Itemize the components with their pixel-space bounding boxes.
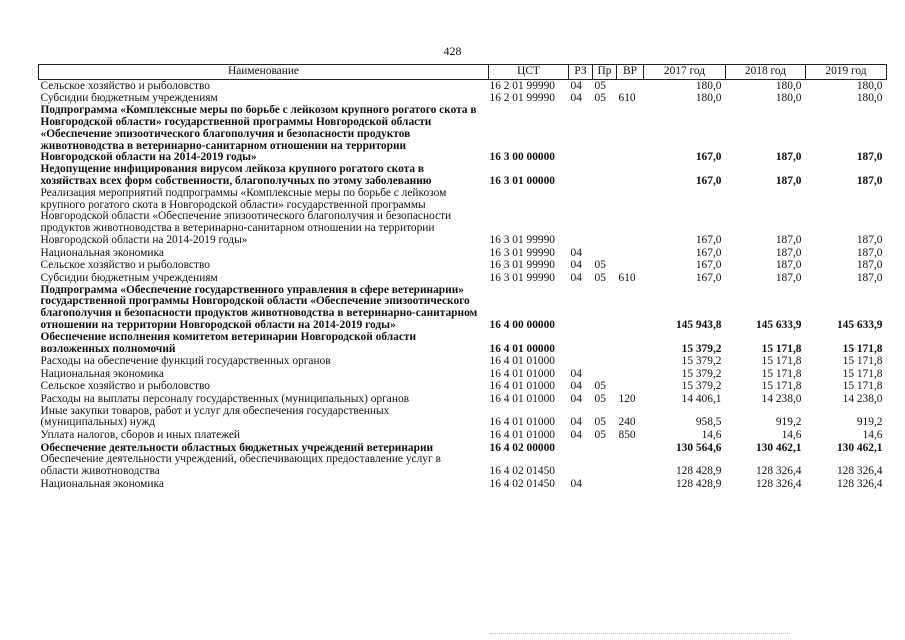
row-name: Подпрограмма «Комплексные меры по борьбе с лейкозом крупного рогатого скота в Новгородской области» государственной программы Новгородской области «Обеспечение эпизоотического благополучия и безопасности продуктов животноводства в ветеринарно-санитарном отношении на территории Новгородской области на 2014-2019 годы» [40, 105, 477, 164]
table-row [39, 285, 887, 332]
row-cst: 16 3 01 99990 [489, 271, 555, 284]
row-rz: 04 [570, 79, 582, 92]
row-rz: 04 [570, 367, 582, 380]
row-2017: 128 428,9 [675, 465, 722, 478]
row-name: Уплата налогов, сборов и иных платежей [40, 429, 240, 442]
row-2019: 128 326,4 [836, 478, 883, 490]
row-rz [569, 188, 593, 247]
row-2018: 15 171,8 [761, 355, 802, 368]
row-2017: 145 943,8 [675, 318, 722, 331]
header-cst: ЦСТ [489, 65, 569, 80]
row-2017: 15 379,2 [681, 367, 722, 380]
row-2019: 180,0 [856, 79, 883, 92]
row-2019: 187,0 [856, 259, 883, 272]
table-body [39, 80, 887, 491]
table-row [39, 478, 887, 491]
header-2018: 2018 год [726, 65, 806, 80]
row-2019: 15 171,8 [842, 380, 883, 393]
row-cst: 16 3 01 99990 [489, 233, 555, 246]
row-rz: 04 [570, 478, 582, 490]
table-row [39, 80, 887, 93]
row-2018: 187,0 [775, 246, 802, 259]
row-name: Национальная экономика [40, 478, 164, 490]
row-2017: 180,0 [695, 79, 722, 92]
row-2017: 128 428,9 [675, 478, 722, 490]
row-2017: 167,0 [695, 233, 722, 246]
row-2018: 187,0 [775, 151, 802, 164]
row-pr [593, 478, 617, 491]
row-2018: 128 326,4 [755, 478, 802, 490]
row-name: Обеспечение исполнения комитетом ветеринарии Новгородской области возложенных полномочий [40, 331, 417, 355]
row-2019: 15 171,8 [842, 355, 883, 368]
row-2018: 14 238,0 [761, 393, 802, 405]
budget-table [38, 64, 887, 491]
row-2018: 14,6 [781, 429, 802, 442]
row-2017: 14,6 [701, 429, 722, 442]
row-2018: 187,0 [775, 174, 802, 187]
row-vr [617, 247, 644, 260]
row-2017: 14 406,1 [681, 393, 722, 405]
row-pr [593, 368, 617, 381]
row-2019: 180,0 [856, 92, 883, 105]
row-rz: 04 [570, 246, 582, 259]
row-rz [569, 105, 593, 164]
row-2019: 187,0 [856, 246, 883, 259]
row-pr: 05 [594, 92, 606, 105]
row-2017: 15 379,2 [681, 380, 722, 393]
table-row [39, 429, 887, 442]
row-2019: 919,2 [856, 416, 883, 429]
row-cst: 16 3 01 99990 [489, 259, 555, 272]
row-2017: 167,0 [695, 246, 722, 259]
row-rz: 04 [570, 393, 582, 405]
table-row [39, 272, 887, 285]
row-pr: 05 [594, 380, 606, 393]
row-cst: 16 4 02 01450 [489, 478, 555, 490]
row-rz [569, 454, 593, 478]
row-vr: 610 [618, 92, 636, 105]
row-name: Обеспечение деятельности областных бюджетных учреждений ветеринарии [40, 441, 434, 454]
row-rz: 04 [570, 380, 582, 393]
row-cst: 16 4 02 01450 [489, 465, 555, 478]
header-2017: 2017 год [644, 65, 726, 80]
row-2019: 128 326,4 [836, 465, 883, 478]
row-2017: 958,5 [695, 416, 722, 429]
table-row [39, 442, 887, 455]
row-2017: 167,0 [695, 151, 722, 164]
row-pr [593, 442, 617, 455]
table-row [39, 164, 887, 188]
table-row [39, 247, 887, 260]
row-name: Национальная экономика [40, 367, 164, 380]
table-row [39, 105, 887, 164]
row-pr [593, 332, 617, 356]
row-pr: 05 [594, 259, 606, 272]
row-pr: 05 [594, 429, 606, 442]
row-2017: 167,0 [695, 259, 722, 272]
row-vr: 610 [618, 271, 636, 284]
row-vr [617, 80, 644, 93]
row-rz [569, 285, 593, 332]
row-2019: 145 633,9 [836, 318, 883, 331]
row-cst: 16 2 01 99990 [489, 92, 555, 105]
row-vr [617, 259, 644, 272]
row-2018: 15 171,8 [761, 342, 802, 355]
row-vr [617, 368, 644, 381]
table-row [39, 381, 887, 394]
row-2018: 919,2 [775, 416, 802, 429]
row-cst: 16 4 01 01000 [489, 355, 555, 368]
table-row [39, 393, 887, 406]
table-row [39, 406, 887, 430]
row-cst: 16 4 01 01000 [489, 380, 555, 393]
row-vr: 120 [618, 393, 636, 405]
table-row [39, 93, 887, 106]
row-vr: 240 [618, 416, 636, 429]
header-pr: Пр [593, 65, 617, 80]
row-2019: 187,0 [856, 174, 883, 187]
row-vr [617, 381, 644, 394]
row-rz: 04 [570, 416, 582, 429]
row-rz [569, 355, 593, 368]
scan-artifact-line [490, 633, 790, 638]
row-name: Расходы на выплаты персоналу государственных (муниципальных) органов [40, 393, 410, 405]
row-pr [593, 247, 617, 260]
row-cst: 16 3 00 00000 [489, 151, 555, 164]
row-2017: 167,0 [695, 174, 722, 187]
row-name: Недопущение инфицирования вирусом лейкоза крупного рогатого скота в хозяйствах всех форм собственности, благополучных по этому заболеванию [40, 164, 432, 187]
row-name: Расходы на обеспечение функций государственных органов [40, 355, 331, 368]
row-name: Реализация мероприятий подпрограммы «Комплексные меры по борьбе с лейкозом крупного рогатого скота в Новгородской области» государственной программы Новгородской области «Обеспечение эпизоотического благополучия и безопасности продуктов животноводства в ветеринарно-санитарном отношении на территории Новгородской области на 2014-2019 годы» [40, 187, 452, 246]
row-rz: 04 [570, 429, 582, 442]
row-cst: 16 4 00 00000 [489, 318, 555, 331]
row-2018: 180,0 [775, 92, 802, 105]
row-2018: 128 326,4 [755, 465, 802, 478]
row-rz: 04 [570, 259, 582, 272]
row-cst: 16 4 01 01000 [489, 367, 555, 380]
row-2017: 15 379,2 [681, 342, 722, 355]
row-cst: 16 4 01 00000 [489, 342, 555, 355]
row-2019: 187,0 [856, 271, 883, 284]
table-row [39, 259, 887, 272]
row-vr: 850 [618, 429, 636, 442]
row-name: Иные закупки товаров, работ и услуг для обеспечения государственных (муниципальных) нужд [40, 405, 390, 429]
row-pr [593, 105, 617, 164]
row-name: Сельское хозяйство и рыболовство [40, 259, 210, 272]
row-2019: 14 238,0 [842, 393, 883, 405]
header-rz: РЗ [569, 65, 593, 80]
row-2019: 15 171,8 [842, 367, 883, 380]
row-vr [617, 454, 644, 478]
table-header-row [39, 65, 887, 80]
row-pr [593, 355, 617, 368]
row-cst: 16 4 02 00000 [489, 441, 555, 454]
row-cst: 16 3 01 00000 [489, 174, 555, 187]
row-2018: 187,0 [775, 233, 802, 246]
table-row [39, 188, 887, 247]
row-2019: 187,0 [856, 233, 883, 246]
row-vr [617, 478, 644, 491]
header-name: Наименование [39, 65, 489, 80]
row-cst: 16 4 01 01000 [489, 393, 555, 405]
row-vr [617, 442, 644, 455]
header-vr: ВР [617, 65, 644, 80]
row-cst: 16 3 01 99990 [489, 246, 555, 259]
row-rz [569, 332, 593, 356]
row-2017: 167,0 [695, 271, 722, 284]
row-cst: 16 4 01 01000 [489, 429, 555, 442]
row-2017: 15 379,2 [681, 355, 722, 368]
row-name: Национальная экономика [40, 246, 164, 259]
row-rz: 04 [570, 92, 582, 105]
page-number: 428 [443, 44, 462, 58]
row-pr: 05 [594, 271, 606, 284]
row-2019: 130 462,1 [836, 441, 883, 454]
row-2019: 14,6 [862, 429, 883, 442]
row-2018: 130 462,1 [755, 441, 802, 454]
row-2018: 15 171,8 [761, 380, 802, 393]
row-2019: 15 171,8 [842, 342, 883, 355]
header-2019: 2019 год [806, 65, 887, 80]
row-pr [593, 454, 617, 478]
row-pr: 05 [594, 393, 606, 405]
row-pr [593, 188, 617, 247]
row-name: Сельское хозяйство и рыболовство [40, 380, 210, 393]
row-2018: 145 633,9 [755, 318, 802, 331]
row-vr [617, 188, 644, 247]
row-vr [617, 164, 644, 188]
table-row [39, 332, 887, 356]
row-2019: 187,0 [856, 151, 883, 164]
row-rz: 04 [570, 271, 582, 284]
row-2018: 180,0 [775, 79, 802, 92]
table-row [39, 454, 887, 478]
row-name: Субсидии бюджетным учреждениям [40, 92, 218, 105]
row-vr [617, 355, 644, 368]
row-name: Подпрограмма «Обеспечение государственного управления в сфере ветеринарии» государственной программы Новгородской области «Обеспечение эпизоотического благополучия и безопасности продуктов животноводства в ветеринарно-санитарном отношении на территории Новгородской области на 2014-2019 годы» [40, 284, 478, 331]
row-pr: 05 [594, 79, 606, 92]
row-vr [617, 285, 644, 332]
row-name: Субсидии бюджетным учреждениям [40, 271, 218, 284]
row-vr [617, 332, 644, 356]
row-rz [569, 164, 593, 188]
row-rz [569, 442, 593, 455]
row-2018: 187,0 [775, 271, 802, 284]
row-2018: 187,0 [775, 259, 802, 272]
row-cst: 16 4 01 01000 [489, 416, 555, 429]
row-2017: 180,0 [695, 92, 722, 105]
row-cst: 16 2 01 99990 [489, 79, 555, 92]
table-row [39, 368, 887, 381]
row-pr: 05 [594, 416, 606, 429]
row-vr [617, 105, 644, 164]
table-row [39, 355, 887, 368]
row-2018: 15 171,8 [761, 367, 802, 380]
row-pr [593, 164, 617, 188]
row-name: Сельское хозяйство и рыболовство [40, 79, 210, 92]
row-name: Обеспечение деятельности учреждений, обеспечивающих предоставление услуг в области животноводства [40, 454, 441, 478]
row-2017: 130 564,6 [675, 441, 722, 454]
row-pr [593, 285, 617, 332]
